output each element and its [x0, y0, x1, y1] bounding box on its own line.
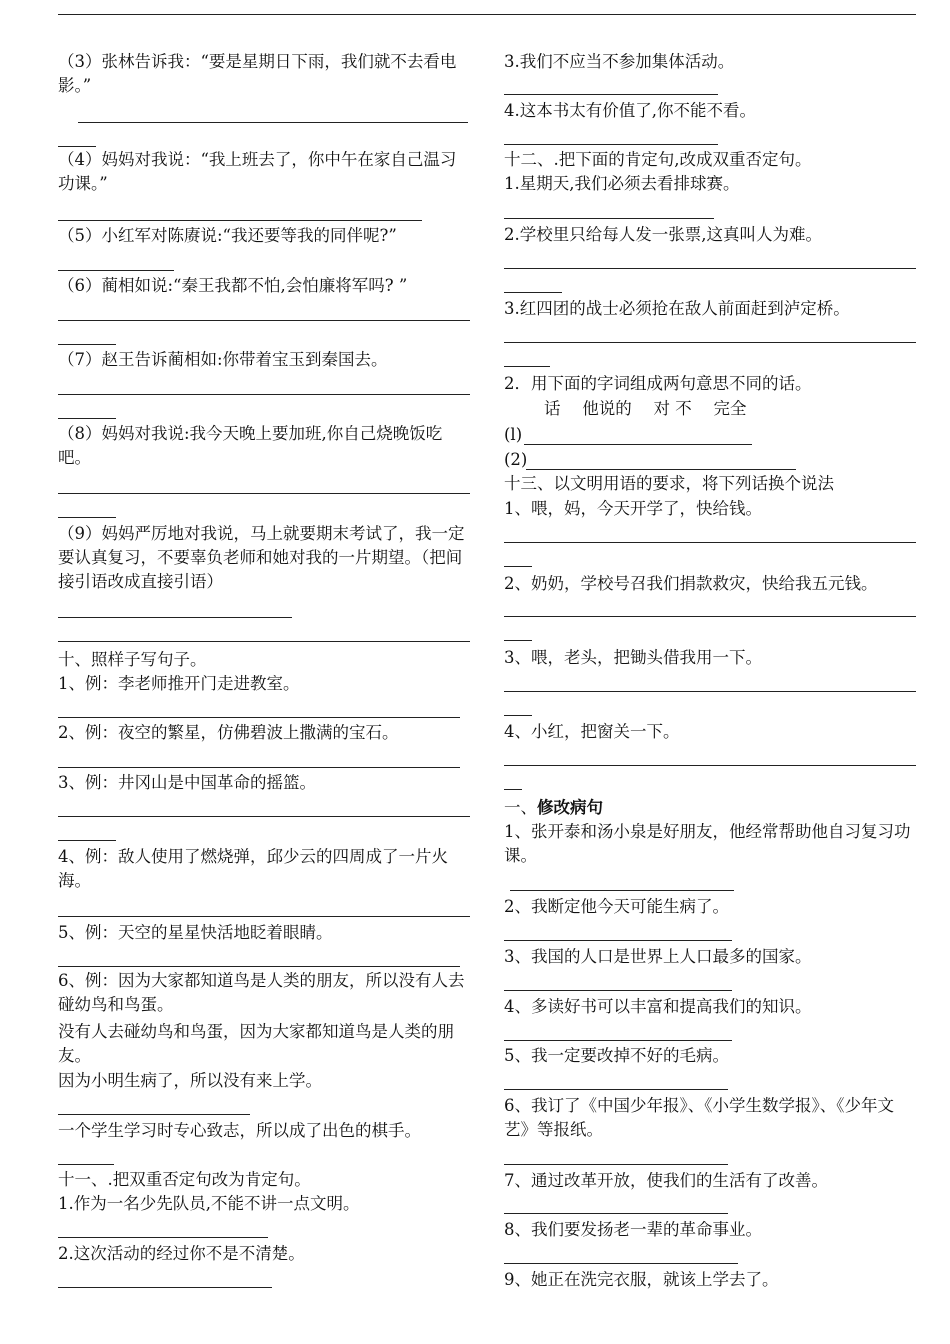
blank-1-label: (l) [504, 425, 523, 444]
answer-line [58, 1287, 272, 1288]
answer-line [58, 517, 116, 518]
answer-line [58, 220, 422, 221]
answer-line [58, 344, 116, 345]
answer-line [504, 1040, 732, 1041]
answer-line [504, 292, 562, 293]
s13-item-2: 2、奶奶，学校号召我们捐款救灾，快给我五元钱。 [504, 574, 878, 593]
answer-line [504, 789, 522, 790]
answer-line [504, 94, 718, 95]
s13-item-3: 3、喂，老头，把锄头借我用一下。 [504, 648, 762, 667]
fix-item-3: 3、我国的人口是世界上人口最多的国家。 [504, 947, 812, 966]
fix-item-6: 6、我订了《中国少年报》、《小学生数学报》、《少年文艺》等报纸。 [504, 1096, 894, 1139]
answer-line [58, 641, 470, 642]
answer-line [504, 940, 732, 941]
question-5: （5）小红军对陈赓说:“我还要等我的同伴呢?” [58, 226, 397, 245]
answer-line [58, 767, 460, 768]
answer-line [504, 542, 916, 543]
answer-line [504, 144, 718, 145]
answer-line [504, 1263, 738, 1264]
question-6: （6）蔺相如说:“秦王我都不怕,会怕廉将军吗? ” [58, 276, 408, 295]
answer-line [58, 418, 116, 419]
s11-item-3: 3.我们不应当不参加集体活动。 [504, 52, 735, 71]
answer-line [58, 1164, 114, 1165]
s10-example-1: 1、例：李老师推开门走进教室。 [58, 674, 300, 693]
answer-line [58, 840, 116, 841]
s12-item-4: 2．用下面的字词组成两句意思不同的话。 [504, 374, 812, 393]
answer-line [58, 146, 96, 147]
answer-line [78, 122, 468, 123]
answer-line [504, 691, 916, 692]
s12-item-3: 3.红四团的战士必须抢在敌人前面赶到泸定桥。 [504, 299, 850, 318]
answer-line [504, 640, 532, 641]
s10-example-4: 4、例：敌人使用了燃烧弹，邱少云的四周成了一片火海。 [58, 847, 448, 890]
s11-item-2: 2.这次活动的经过你不是不清楚。 [58, 1244, 305, 1263]
section-13-title: 十三、以文明用语的要求，将下列话换个说法 [504, 474, 834, 493]
question-3: （3）张林告诉我：“要是星期日下雨，我们就不去看电影。” [58, 52, 457, 95]
fix-item-4: 4、多读好书可以丰富和提高我们的知识。 [504, 997, 812, 1016]
answer-line [504, 268, 916, 269]
answer-line [504, 366, 550, 367]
fix-item-1: 1、张开泰和汤小泉是好朋友，他经常帮助他自习复习功课。 [504, 822, 911, 865]
s10-example-2: 2、例：夜空的繁星，仿佛碧波上撒满的宝石。 [58, 723, 399, 742]
s11-item-1: 1.作为一名少先队员,不能不讲一点文明。 [58, 1194, 360, 1213]
answer-line [58, 1114, 250, 1115]
answer-line [526, 469, 796, 470]
answer-line [504, 990, 732, 991]
s10-example-6: 6、例：因为大家都知道鸟是人类的朋友，所以没有人去碰幼鸟和鸟蛋。 [58, 971, 465, 1014]
section-12-title: 十二、.把下面的肯定句,改成双重否定句。 [504, 150, 812, 169]
s10-example-6-prompt: 因为小明生病了，所以没有来上学。 [58, 1071, 322, 1090]
s11-item-4: 4.这本书太有价值了,你不能不看。 [504, 101, 756, 120]
s10-example-5: 5、例：天空的星星快活地眨着眼睛。 [58, 923, 333, 942]
section-11-title: 十一、.把双重否定句改为肯定句。 [58, 1170, 311, 1189]
s12-item-1: 1.星期天,我们必须去看排球赛。 [504, 174, 740, 193]
word-bank: 话 他说的 对 不 完全 [544, 399, 747, 418]
answer-line [58, 394, 470, 395]
fix-item-8: 8、我们要发扬老一辈的革命事业。 [504, 1220, 762, 1239]
s13-item-1: 1、喂，妈，今天开学了，快给钱。 [504, 499, 762, 518]
answer-line [504, 1164, 728, 1165]
top-rule [58, 14, 916, 15]
s12-item-2: 2.学校里只给每人发一张票,这真叫人为难。 [504, 225, 822, 244]
answer-line [58, 270, 174, 271]
answer-line [504, 1089, 728, 1090]
answer-line [58, 320, 470, 321]
answer-line [58, 1237, 268, 1238]
fix-section-number: 一、 [504, 798, 537, 817]
fix-item-7: 7、通过改革开放，使我们的生活有了改善。 [504, 1171, 828, 1190]
answer-line [504, 715, 532, 716]
section-10-title: 十、照样子写句子。 [58, 650, 207, 669]
answer-line [58, 717, 460, 718]
answer-line [58, 916, 470, 917]
answer-line [58, 493, 470, 494]
fix-item-5: 5、我一定要改掉不好的毛病。 [504, 1046, 729, 1065]
answer-line [504, 342, 916, 343]
answer-line [58, 966, 460, 967]
question-4: （4）妈妈对我说：“我上班去了，你中午在家自己温习功课。” [58, 150, 457, 193]
blank-2-label: (2) [504, 450, 528, 469]
fix-section-heading: 修改病句 [537, 798, 603, 817]
fix-item-2: 2、我断定他今天可能生病了。 [504, 897, 729, 916]
s13-item-4: 4、小红，把窗关一下。 [504, 722, 680, 741]
fix-section-title [504, 796, 603, 820]
answer-line [504, 765, 916, 766]
question-7: （7）赵王告诉蔺相如:你带着宝玉到秦国去。 [58, 350, 388, 369]
answer-line [504, 566, 532, 567]
s10-example-6-answer: 没有人去碰幼鸟和鸟蛋，因为大家都知道鸟是人类的朋友。 [58, 1022, 454, 1065]
answer-line [504, 218, 714, 219]
answer-line [58, 617, 292, 618]
answer-line [58, 816, 470, 817]
s10-example-6-prompt-2: 一个学生学习时专心致志，所以成了出色的棋手。 [58, 1121, 421, 1140]
fix-item-9: 9、她正在洗完衣服，就该上学去了。 [504, 1270, 779, 1289]
question-8: （8）妈妈对我说:我今天晚上要加班,你自己烧晚饭吃吧。 [58, 424, 443, 467]
s10-example-3: 3、例：井冈山是中国革命的摇篮。 [58, 773, 316, 792]
question-9: （9）妈妈严厉地对我说，马上就要期末考试了，我一定要认真复习，不要辜负老师和她对我的一片期望。（把间接引语改成直接引语） [58, 524, 465, 591]
answer-line [504, 1213, 728, 1214]
answer-line [504, 616, 916, 617]
answer-line [510, 890, 734, 891]
answer-line [524, 444, 752, 445]
